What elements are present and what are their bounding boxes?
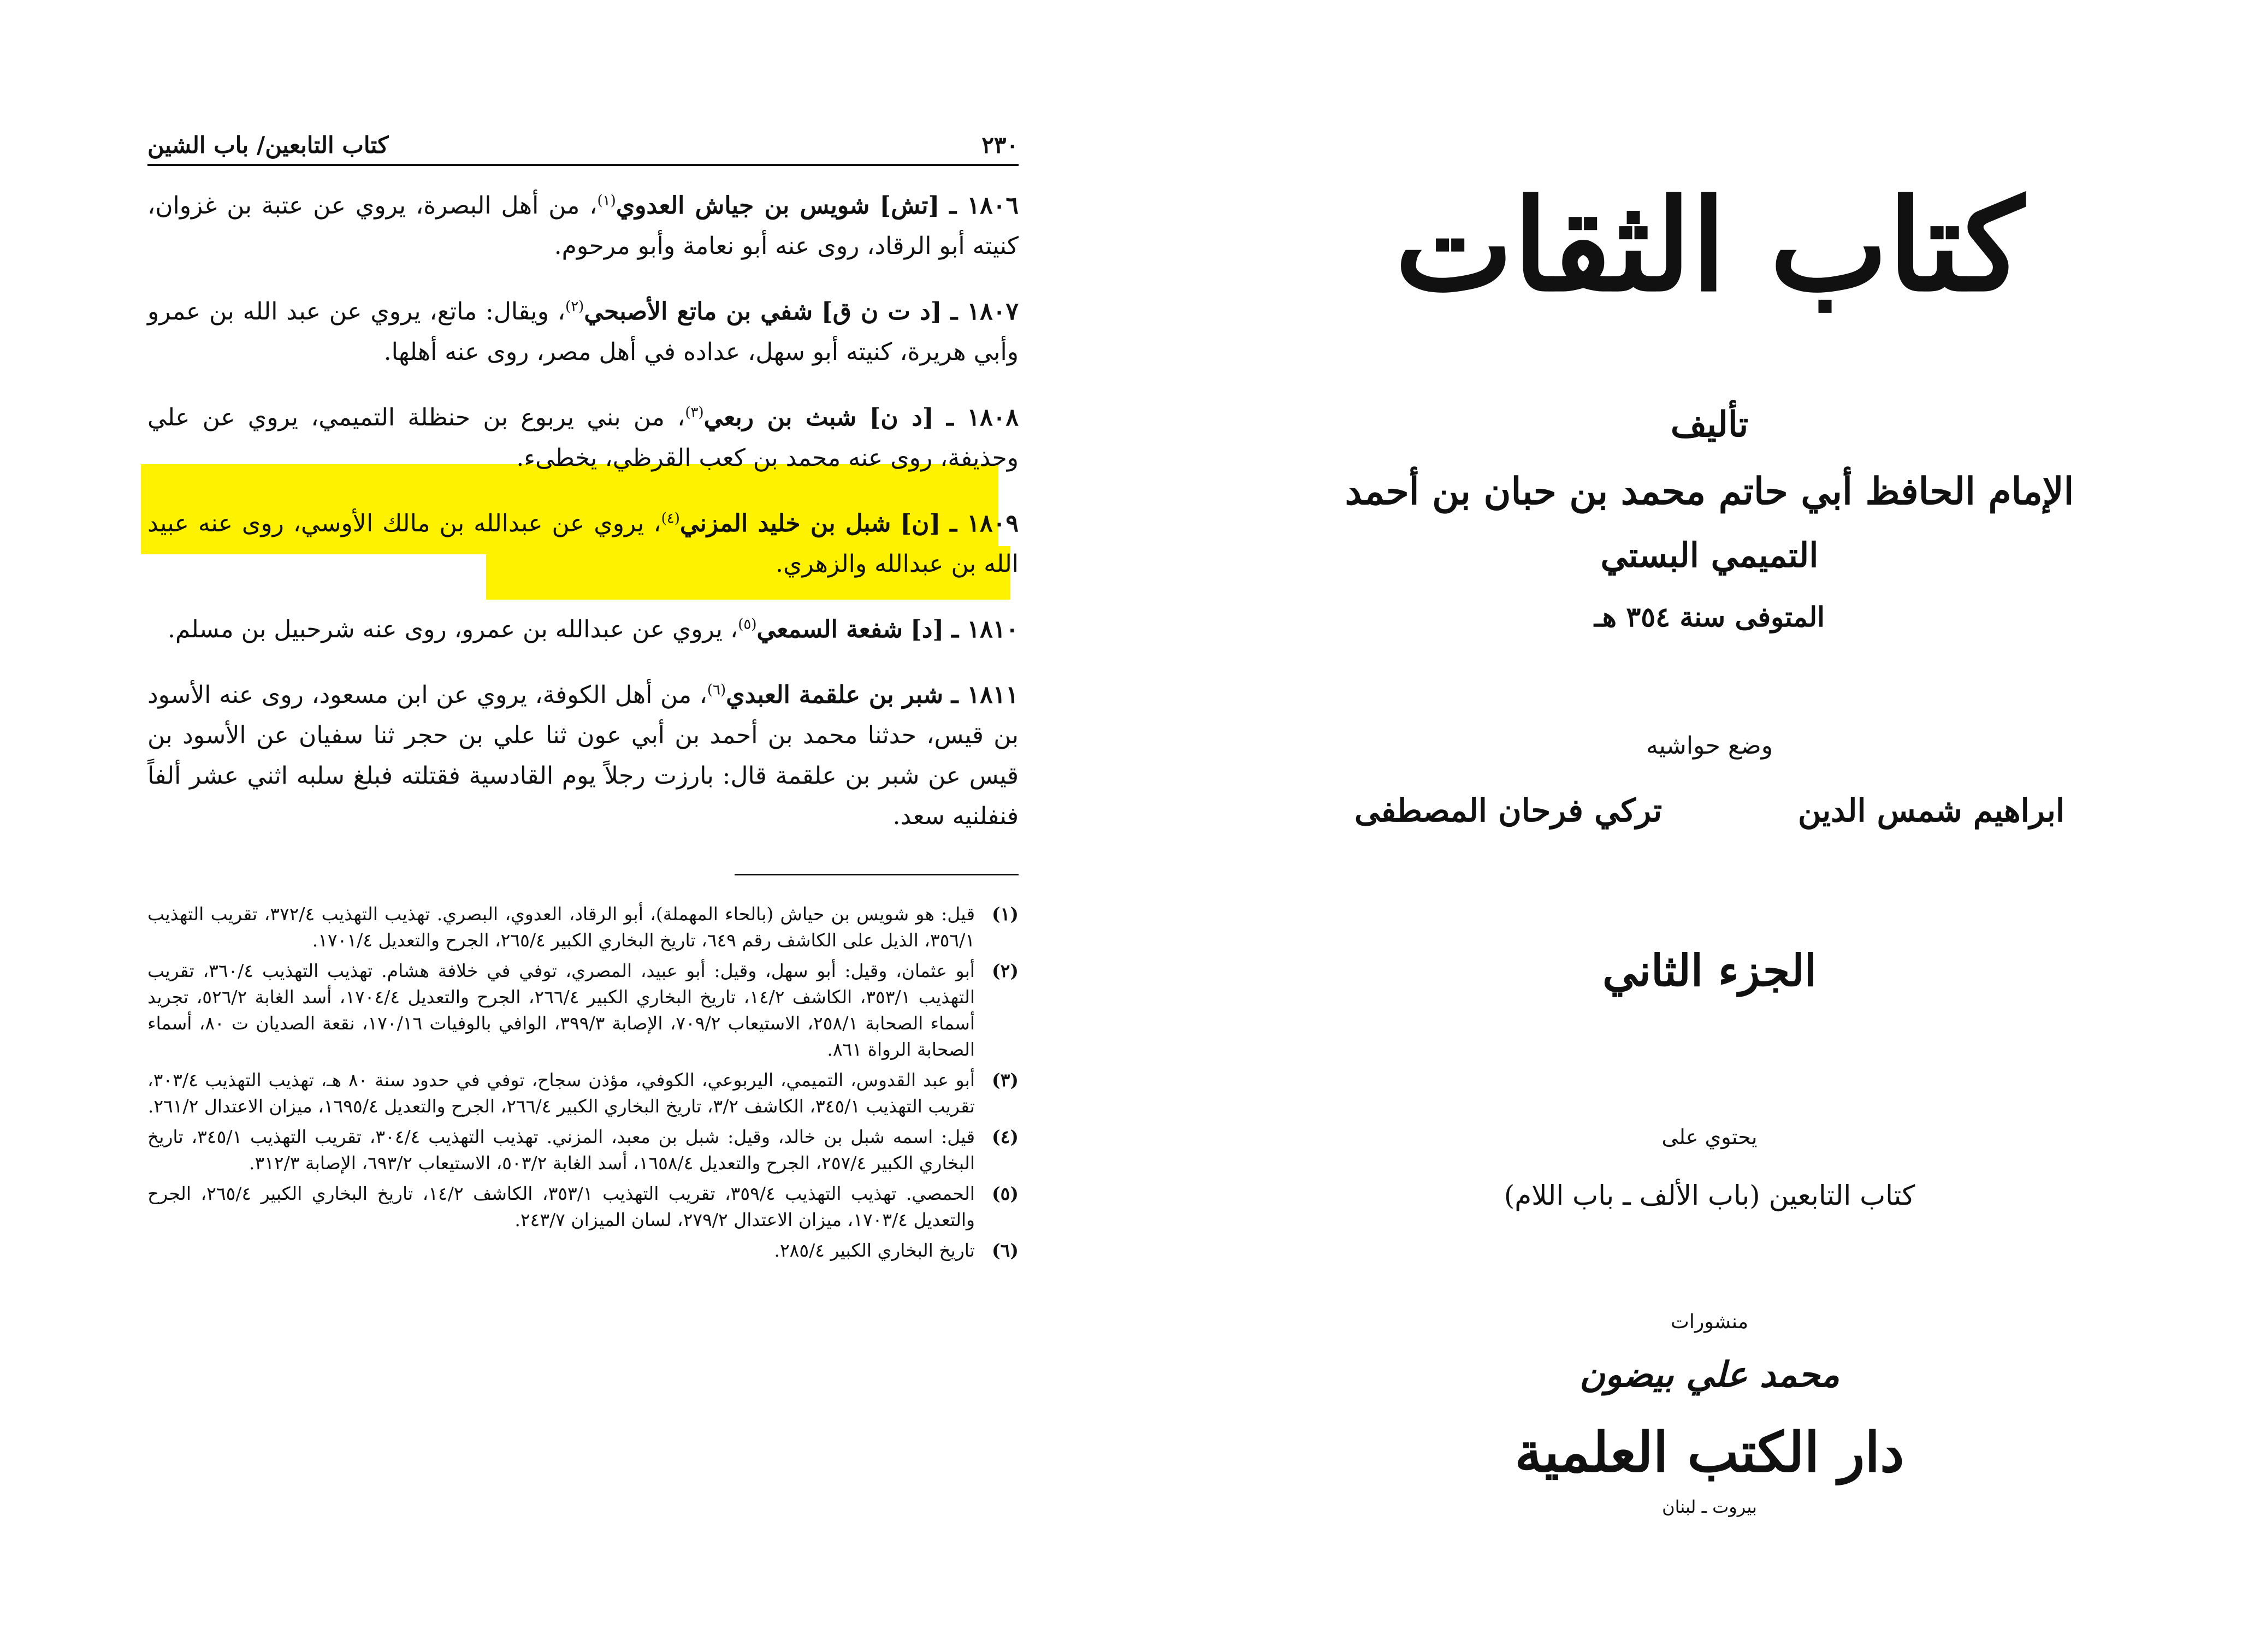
footnote-text: أبو عبد القدوس، التميمي، اليربوعي، الكوفي، مؤذن سجاح، توفي في حدود سنة ٨٠ هـ، تهذيب التهذيب ٣٠٣/٤، تقريب التهذيب ٣٤٥/١، الكاشف ٣/٢، تاريخ البخاري الكبير ٢٦٦/٤، الجرح والتعديل ١٦٩٥/٤، ميزان الاعتدال ٢٦١/٢. xyxy=(147,1069,975,1117)
publishing-house-logo: دار الكتب العلمية xyxy=(1515,1420,1904,1484)
entry-name: شويس بن جياش العدوي xyxy=(616,192,870,220)
footnote-text: قيل: اسمه شبل بن خالد، وقيل: شبل بن معبد، المزني. تهذيب التهذيب ٣٠٤/٤، تقريب التهذيب ٣٤٥/١، تاريخ البخاري الكبير ٢٥٧/٤، الجرح والتعديل ١٦٥٨/٤، أسد الغابة ٥٠٣/٢، الاستيعاب ٦٩٣/٢، الإصابة ٣١٢/٣. xyxy=(147,1126,975,1174)
entry-text: ، من أهل البصرة، يروي عن عتبة بن غزوان، كنيته أبو الرقاد، روى عنه أبو نعامة وأبو مرحوم. xyxy=(147,192,1019,260)
author-name: الإمام الحافظ أبي حاتم محمد بن حبان بن أحمد xyxy=(1345,470,2074,513)
running-head-page-number: ٢٣٠ xyxy=(981,132,1019,158)
footnotes xyxy=(147,901,1019,1268)
authored-label: تأليف xyxy=(1670,404,1749,445)
entry-text: ، يروي عن عبدالله بن مالك الأوسي، روى عنه عبيد الله بن عبدالله والزهري. xyxy=(147,510,1019,578)
entry-number: ١٨٠٨ ـ xyxy=(946,404,1019,431)
entry-name: شفعة السمعي xyxy=(756,615,903,643)
entry-number: ١٨٠٦ ـ xyxy=(949,192,1019,220)
footnote-text: قيل: هو شويس بن حياش (بالحاء المهملة)، أبو الرقاد، العدوي، البصري. تهذيب التهذيب ٣٧٢/٤، تقريب التهذيب ٣٥٦/١، الذيل على الكاشف رقم ٦٤٩، تاريخ البخاري الكبير ٢٦٥/٤، الجرح والتعديل ١٧٠١/٤. xyxy=(147,903,975,951)
footnote-text: تاريخ البخاري الكبير ٢٨٥/٤. xyxy=(774,1240,975,1261)
footnote-ref[interactable]: (٦) xyxy=(707,682,726,698)
entry-1806 xyxy=(147,186,1019,267)
annotations-label: وضع حواشيه xyxy=(1646,732,1773,760)
entry-number: ١٨٠٧ ـ xyxy=(950,298,1019,325)
footnote-4 xyxy=(147,1124,1019,1176)
contains-label: يحتوي على xyxy=(1661,1125,1758,1149)
entry-1810 xyxy=(147,609,1019,650)
publisher-name: محمد علي بيضون xyxy=(1579,1354,1840,1395)
footnote-number: (٦) xyxy=(992,1240,1019,1261)
footnote-6 xyxy=(147,1237,1019,1264)
footnote-number: (٥) xyxy=(992,1183,1019,1204)
footnote-2 xyxy=(147,958,1019,1063)
footnote-3 xyxy=(147,1067,1019,1120)
footnote-text: أبو عثمان، وقيل: أبو سهل، وقيل: أبو عبيد، المصري، توفي في خلافة هشام. تهذيب التهذيب ٣٦٠/٤، تقريب التهذيب ٣٥٣/١، الكاشف ١٤/٢، تاريخ البخاري الكبير ٢٦٦/٤، الجرح والتعديل ١٧٠٤/٤، أسد الغابة ٥٢٦/٢، تجريد أسماء الصحابة ٢٥٨/١، الاستيعاب ٧٠٩/٢، الإصابة ٣٩٩/٣، الوافي بالوفيات ١٧٠/١٦، نقعة الصديان ت ٨٠، أسماء الصحابة الرواة ٨٦١. xyxy=(147,960,975,1060)
entry-text: ، من بني يربوع بن حنظلة التميمي، يروي عن علي وحذيفة، روى عنه محمد بن كعب القرظي، يخطىء. xyxy=(147,404,1019,472)
contents-line: كتاب التابعين (باب الألف ـ باب اللام) xyxy=(1504,1180,1915,1211)
footnote-ref[interactable]: (٢) xyxy=(565,298,584,315)
publisher-label: منشورات xyxy=(1670,1311,1749,1333)
entry-name: شبل بن خليد المزني xyxy=(679,510,891,537)
entry-1808-highlighted xyxy=(147,398,1019,478)
footnote-5 xyxy=(147,1181,1019,1233)
footnote-ref[interactable]: (١) xyxy=(597,192,616,209)
footnote-ref[interactable]: (٥) xyxy=(738,616,757,633)
entry-text: ، ويقال: ماتع، يروي عن عبد الله بن عمرو وأبي هريرة، كنيته أبو سهل، عداده في أهل مصر، روى عنه أهلها. xyxy=(147,298,1019,366)
entries-list xyxy=(147,186,1019,862)
running-head-title: كتاب التابعين/ باب الشين xyxy=(147,132,389,158)
author-death-year: المتوفى سنة ٣٥٤ هـ xyxy=(1594,601,1825,633)
entry-number: ١٨١٠ ـ xyxy=(951,615,1019,643)
footnote-1 xyxy=(147,901,1019,954)
annotator-left: تركي فرحان المصطفى xyxy=(1354,792,1663,829)
annotator-right: ابراهيم شمس الدين xyxy=(1797,792,2064,829)
running-head-rule xyxy=(147,164,1019,166)
publisher-city: بيروت ـ لبنان xyxy=(1662,1496,1757,1517)
footnote-text: الحمصي. تهذيب التهذيب ٣٥٩/٤، تقريب التهذيب ٣٥٣/١، الكاشف ١٤/٢، تاريخ البخاري الكبير ٢٦٥/٤، الجرح والتعديل ١٧٠٣/٤، ميزان الاعتدال ٢٧٩/٢، لسان الميزان ٢٤٣/٧. xyxy=(147,1183,975,1230)
entry-number: ١٨١١ ـ xyxy=(951,681,1019,709)
book-title: كتاب الثقات xyxy=(1395,172,2024,319)
title-page xyxy=(1322,142,2097,1517)
footnote-number: (٤) xyxy=(992,1126,1019,1147)
footnote-number: (٢) xyxy=(992,960,1019,981)
footnote-ref[interactable]: (٣) xyxy=(685,404,704,421)
left-page xyxy=(147,126,1019,1491)
volume-label: الجزء الثاني xyxy=(1602,945,1817,996)
entry-marks: [تش] xyxy=(879,192,940,220)
entry-name: شبر بن علقمة العبدي xyxy=(726,681,943,709)
footnote-number: (٣) xyxy=(992,1069,1019,1091)
entry-marks: [د ت ن ق] xyxy=(821,298,942,325)
footnote-ref[interactable]: (٤) xyxy=(661,510,680,527)
annotators xyxy=(1354,792,2064,829)
footnotes-rule xyxy=(735,874,1019,875)
entry-name: شبث بن ربعي xyxy=(703,404,857,431)
running-head xyxy=(147,126,1019,158)
entry-text: ، يروي عن عبدالله بن عمرو، روى عنه شرحبيل بن مسلم. xyxy=(167,615,738,643)
entry-marks: [د ن] xyxy=(869,404,934,431)
entry-1809 xyxy=(147,504,1019,584)
entry-1811 xyxy=(147,675,1019,837)
author-nisba: التميمي البستي xyxy=(1600,535,1819,575)
footnote-number: (١) xyxy=(992,903,1019,925)
entry-marks: [د] xyxy=(910,615,944,643)
entry-text: ، من أهل الكوفة، يروي عن ابن مسعود، روى عنه الأسود بن قيس، حدثنا محمد بن أحمد بن أبي عون ثنا علي بن حجر ثنا سفيان عن الأسود بن قيس عن شبر بن علقمة قال: بارزت رجلاً يوم القادسية فقتلته فبلغ سلبه اثني عشر ألفاً فنفلنيه سعد. xyxy=(147,681,1019,830)
entry-name: شفي بن ماتع الأصبحي xyxy=(584,298,813,325)
entry-marks: [ن] xyxy=(900,510,941,537)
entry-number: ١٨٠٩ ـ xyxy=(950,510,1019,537)
entry-1807 xyxy=(147,292,1019,372)
